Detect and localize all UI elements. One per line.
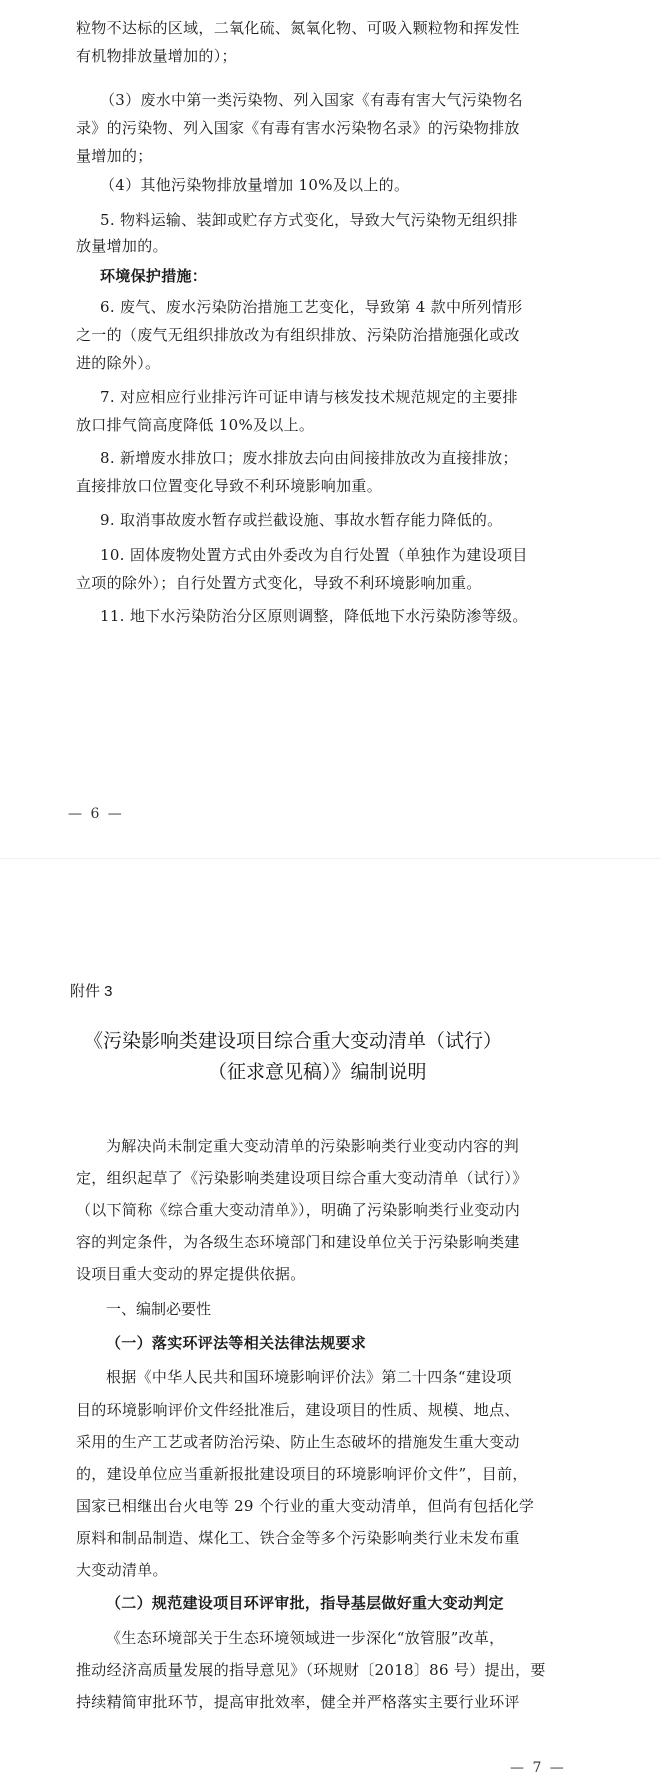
text-line: 8. 新增废水排放口；废水排放去向由间接排放改为直接排放； — [100, 449, 518, 467]
text-line: 放口排气筒高度降低 10%及以上。 — [76, 416, 315, 434]
text-line: 设项目重大变动的界定提供依据。 — [76, 1265, 306, 1283]
document-title-line-2: （征求意见稿）》编制说明 — [208, 1061, 427, 1083]
text-line: 粒物不达标的区域，二氧化硫、氮氧化物、可吸入颗粒物和挥发性 — [76, 19, 520, 37]
text-line: （3）废水中第一类污染物、列入国家《有毒有害大气污染物名 — [100, 91, 523, 109]
subsection-heading: （二）规范建设项目环评审批，指导基层做好重大变动判定 — [106, 1594, 504, 1612]
text-line: （4）其他污染物排放量增加 10%及以上的。 — [100, 176, 410, 194]
text-line: 采用的生产工艺或者防治污染、防止生态破坏的措施发生重大变动 — [76, 1433, 520, 1451]
text-line: 立项的除外）；自行处置方式变化，导致不利环境影响加重。 — [76, 574, 482, 592]
text-line: 10. 固体废物处置方式由外委改为自行处置（单独作为建设项目 — [100, 546, 528, 564]
text-line: 之一的（废气无组织排放改为有组织排放、污染防治措施强化或改 — [76, 326, 520, 344]
section-heading: 环境保护措施： — [100, 267, 208, 285]
text-line: 直接排放口位置变化导致不利环境影响加重。 — [76, 477, 383, 495]
page-number: — 6 — — [68, 806, 124, 822]
page-number: — 7 — — [510, 1760, 566, 1776]
text-line: 国家已相继出台火电等 29 个行业的重大变动清单，但尚有包括化学 — [76, 1497, 535, 1515]
annex-label: 附件 3 — [70, 983, 113, 1000]
text-line: 量增加的； — [76, 147, 153, 165]
text-line: 推动经济高质量发展的指导意见》（环规财〔2018〕86 号）提出，要 — [76, 1661, 546, 1679]
text-line: 6. 废气、废水污染防治措施工艺变化，导致第 4 款中所列情形 — [100, 298, 523, 316]
subsection-heading: （一）落实环评法等相关法律法规要求 — [106, 1334, 367, 1352]
text-line: 7. 对应相应行业排污许可证申请与核发技术规范规定的主要排 — [100, 388, 518, 406]
section-heading: 一、编制必要性 — [106, 1300, 212, 1318]
page-divider — [0, 858, 661, 859]
text-line: 9. 取消事故废水暂存或拦截设施、事故水暂存能力降低的。 — [100, 511, 503, 529]
text-line: 为解决尚未制定重大变动清单的污染影响类行业变动内容的判 — [106, 1137, 520, 1155]
document-title-line-1: 《污染影响类建设项目综合重大变动清单（试行） — [84, 1030, 503, 1052]
text-line: 容的判定条件，为各级生态环境部门和建设单位关于污染影响类建 — [76, 1233, 520, 1251]
text-line: 大变动清单。 — [76, 1561, 168, 1579]
text-line: （以下简称《综合重大变动清单》），明确了污染影响类行业变动内 — [76, 1201, 521, 1219]
text-line: 有机物排放量增加的）； — [76, 47, 237, 65]
text-line: 根据《中华人民共和国环境影响评价法》第二十四条“建设项 — [106, 1368, 512, 1386]
text-line: 的，建设单位应当重新报批建设项目的环境影响评价文件”，目前， — [76, 1465, 528, 1483]
document-page-6 — [0, 0, 661, 860]
text-line: 录》的污染物、列入国家《有毒有害水污染物名录》的污染物排放 — [76, 119, 520, 137]
text-line: 进的除外）。 — [76, 354, 161, 372]
text-line: 放量增加的。 — [76, 237, 168, 255]
text-line: 目的环境影响评价文件经批准后，建设项目的性质、规模、地点、 — [76, 1401, 520, 1419]
text-line: 持续精简审批环节，提高审批效率，健全并严格落实主要行业环评 — [76, 1693, 520, 1711]
text-line: 《生态环境部关于生态环境领域进一步深化“放管服”改革， — [106, 1629, 505, 1647]
text-line: 11. 地下水污染防治分区原则调整，降低地下水污染防渗等级。 — [100, 607, 528, 625]
text-line: 原料和制品制造、煤化工、铁合金等多个污染影响类行业未发布重 — [76, 1529, 520, 1547]
text-line: 定，组织起草了《污染影响类建设项目综合重大变动清单（试行）》 — [76, 1169, 528, 1187]
text-line: 5. 物料运输、装卸或贮存方式变化，导致大气污染物无组织排 — [100, 211, 518, 229]
